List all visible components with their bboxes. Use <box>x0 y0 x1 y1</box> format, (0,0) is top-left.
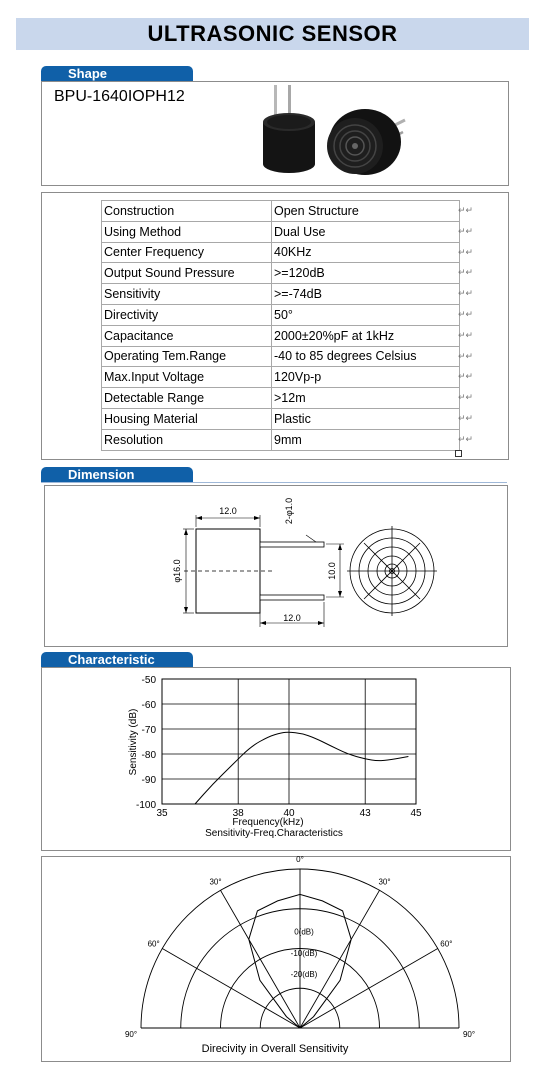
section-tab-dimension <box>41 467 193 483</box>
x-tick-label: 45 <box>410 808 422 819</box>
row-end-mark: ↵↵ <box>458 225 474 236</box>
spec-label: Housing Material <box>102 408 272 429</box>
section-title-shape: Shape <box>68 66 108 81</box>
section-title-dimension: Dimension <box>68 467 135 482</box>
spec-label: Max.Input Voltage <box>102 367 272 388</box>
angle-label: 0° <box>296 856 304 864</box>
row-end-mark: ↵↵ <box>458 433 474 444</box>
front-view <box>347 526 437 616</box>
polar-title: Direcivity in Overall Sensitivity <box>201 1043 349 1055</box>
polar-spoke <box>162 949 300 1029</box>
row-end-mark: ↵↵ <box>458 350 474 361</box>
spec-row <box>102 408 460 429</box>
section-rule <box>41 482 507 483</box>
spec-value: Open Structure <box>272 201 460 222</box>
spec-label: Operating Tem.Range <box>102 346 272 367</box>
spec-value: -40 to 85 degrees Celsius <box>272 346 460 367</box>
spec-label: Detectable Range <box>102 388 272 409</box>
angle-label: 90° <box>462 1030 476 1039</box>
x-tick-label: 40 <box>283 808 295 819</box>
dim-pin-length: 12.0 <box>283 613 301 623</box>
x-tick-label: 43 <box>359 808 371 819</box>
spec-row <box>102 284 460 305</box>
sensitivity-frequency-chart <box>41 667 509 849</box>
y-tick-label: -80 <box>141 750 156 761</box>
spec-value: Dual Use <box>272 221 460 242</box>
sensor-photo <box>255 82 415 184</box>
page-title: ULTRASONIC SENSOR <box>147 21 398 46</box>
spec-label: Construction <box>102 201 272 222</box>
y-tick-label: -60 <box>141 700 156 711</box>
angle-label: 30° <box>378 877 391 887</box>
spec-row <box>102 388 460 409</box>
spec-value: 50° <box>272 304 460 325</box>
y-tick-label: -100 <box>135 800 156 811</box>
spec-row <box>102 325 460 346</box>
dim-top-width: 12.0 <box>219 506 237 516</box>
angle-label: 30° <box>209 877 222 887</box>
angle-label: 60° <box>147 939 160 949</box>
angle-label: 90° <box>124 1030 138 1039</box>
section-tab-characteristic <box>41 652 193 668</box>
dim-pin-spacing: 10.0 <box>327 562 337 580</box>
title-bar <box>16 18 529 50</box>
spec-value: >=120dB <box>272 263 460 284</box>
y-tick-label: -90 <box>141 775 156 786</box>
x-tick-label: 38 <box>232 808 244 819</box>
row-end-mark: ↵↵ <box>458 246 474 257</box>
y-tick-label: -70 <box>141 725 156 736</box>
polar-spoke <box>300 949 438 1029</box>
spec-label: Center Frequency <box>102 242 272 263</box>
spec-row <box>102 367 460 388</box>
row-end-mark: ↵↵ <box>458 413 474 423</box>
chart-title: Sensitivity-Freq.Characteristics <box>205 828 343 839</box>
dim-body-dia: φ16.0 <box>172 559 182 583</box>
spec-value: 9mm <box>272 429 460 450</box>
dim-pin-dia: 2-φ1.0 <box>284 497 294 525</box>
section-title-characteristic: Characteristic <box>68 652 155 667</box>
spec-row <box>102 346 460 367</box>
spec-row <box>102 221 460 242</box>
spec-label: Output Sound Pressure <box>102 263 272 284</box>
spec-value: 2000±20%pF at 1kHz <box>272 325 460 346</box>
radial-label: -10(dB) <box>290 948 318 958</box>
row-end-mark: ↵↵ <box>458 392 474 403</box>
directivity-polar-chart <box>41 856 509 1060</box>
y-tick-label: -50 <box>141 675 156 686</box>
row-end-mark: ↵↵ <box>458 371 474 382</box>
polar-spoke <box>300 890 380 1028</box>
model-number: BPU-1640IOPH12 <box>54 88 185 105</box>
spec-table <box>101 200 460 451</box>
series-line <box>195 732 408 804</box>
spec-label: Resolution <box>102 429 272 450</box>
spec-label: Directivity <box>102 304 272 325</box>
spec-value: >=-74dB <box>272 284 460 305</box>
row-end-mark: ↵↵ <box>458 288 474 299</box>
section-tab-shape <box>41 66 193 82</box>
radial-label: 0(dB) <box>294 927 314 937</box>
row-end-mark: ↵↵ <box>458 267 474 278</box>
row-end-mark: ↵↵ <box>458 205 474 215</box>
spec-label: Capacitance <box>102 325 272 346</box>
polar-spoke <box>221 890 301 1028</box>
spec-value: 120Vp-p <box>272 367 460 388</box>
spec-row <box>102 429 460 450</box>
spec-value: >12m <box>272 388 460 409</box>
spec-value: Plastic <box>272 408 460 429</box>
spec-value: 40KHz <box>272 242 460 263</box>
spec-row <box>102 242 460 263</box>
spec-label: Sensitivity <box>102 284 272 305</box>
table-resize-handle[interactable] <box>455 450 463 458</box>
x-axis-label: Frequency(kHz) <box>232 817 304 828</box>
spec-label: Using Method <box>102 221 272 242</box>
spec-row <box>102 201 460 222</box>
row-end-mark: ↵↵ <box>458 309 474 319</box>
angle-label: 60° <box>440 939 453 949</box>
row-end-mark: ↵↵ <box>458 329 474 340</box>
spec-row <box>102 304 460 325</box>
radial-label: -20(dB) <box>290 969 318 979</box>
x-tick-label: 35 <box>156 808 168 819</box>
spec-row <box>102 263 460 284</box>
y-axis-label: Sensitivity (dB) <box>128 708 139 776</box>
dimension-drawing <box>44 485 506 645</box>
